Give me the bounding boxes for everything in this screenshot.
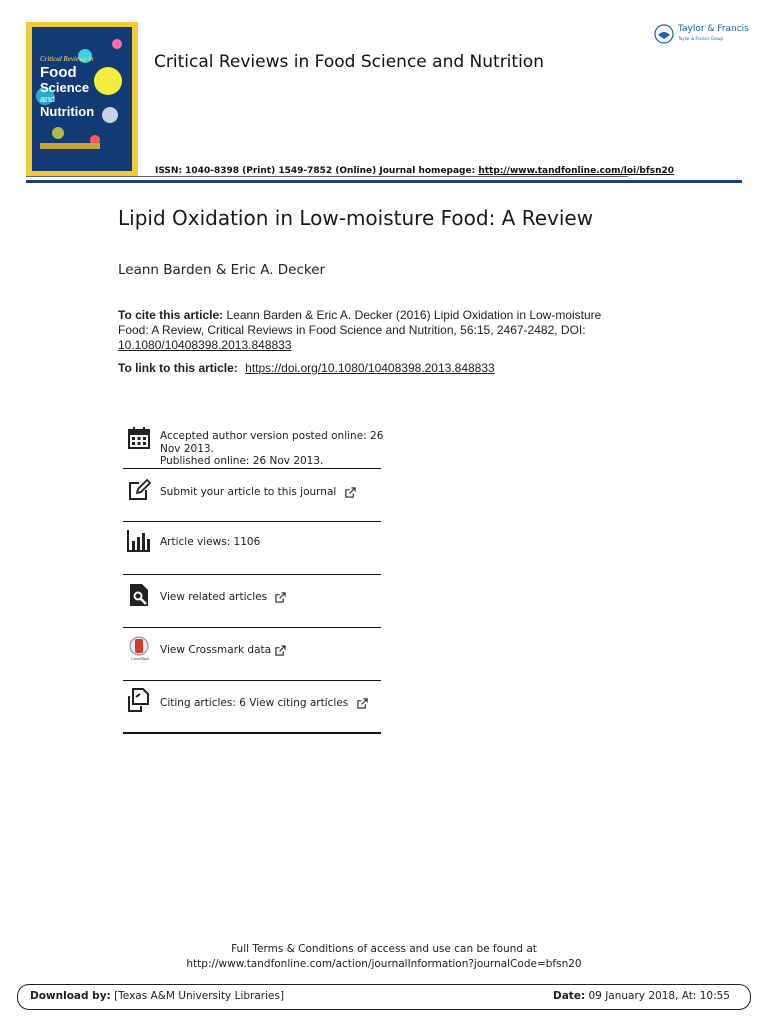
download-bar bbox=[17, 984, 751, 1010]
citing-articles-row[interactable] bbox=[123, 683, 381, 733]
crossmark-row[interactable] bbox=[123, 630, 381, 680]
publisher-logo[interactable] bbox=[654, 22, 749, 48]
accepted-line-2: Nov 2013. bbox=[160, 442, 214, 455]
date-label: Date: bbox=[553, 990, 586, 1002]
publication-dates bbox=[123, 424, 384, 468]
date-value: 09 January 2018, At: 10:55 bbox=[588, 990, 730, 1002]
edit-icon bbox=[127, 478, 151, 502]
publisher-name: Taylor & Francis bbox=[678, 24, 749, 34]
submit-article-row[interactable] bbox=[123, 472, 381, 522]
journal-title: Critical Reviews in Food Science and Nutrition bbox=[154, 52, 544, 72]
bar-chart-icon bbox=[127, 529, 151, 553]
divider bbox=[123, 521, 381, 522]
article-views-row bbox=[123, 524, 381, 574]
issn-line bbox=[155, 166, 674, 176]
download-label: Download by: bbox=[30, 990, 111, 1002]
header-thin-rule bbox=[26, 176, 628, 177]
terms-url-link[interactable]: http://www.tandfonline.com/action/journalInformation?journalCode=bfsn20 bbox=[186, 958, 582, 970]
terms-line-1: Full Terms & Conditions of access and use can be found at bbox=[231, 943, 537, 955]
divider bbox=[123, 627, 381, 628]
header-rule bbox=[26, 180, 742, 183]
cover-art bbox=[32, 27, 132, 171]
cite-doi-link[interactable]: 10.1080/10408398.2013.848833 bbox=[118, 338, 292, 352]
article-doi-link[interactable]: https://doi.org/10.1080/10408398.2013.848833 bbox=[245, 361, 495, 375]
article-authors: Leann Barden & Eric A. Decker bbox=[118, 262, 326, 278]
external-link-icon bbox=[275, 592, 286, 603]
external-link-icon bbox=[357, 698, 368, 709]
download-by: [Texas A&M University Libraries] bbox=[114, 990, 285, 1002]
calendar-icon bbox=[127, 426, 151, 450]
citing-documents-icon bbox=[127, 688, 151, 712]
cite-label: To cite this article: bbox=[118, 308, 224, 322]
citation-block bbox=[118, 308, 618, 353]
article-link-line bbox=[118, 361, 495, 375]
divider bbox=[123, 732, 381, 734]
article-views: Article views: 1106 bbox=[160, 536, 261, 548]
external-link-icon bbox=[345, 487, 356, 498]
citing-articles-link[interactable]: Citing articles: 6 View citing articles bbox=[160, 697, 349, 709]
cover-series: Critical Reviews in bbox=[40, 55, 94, 63]
cover-title-science: Science bbox=[40, 80, 90, 95]
link-label: To link to this article: bbox=[118, 361, 238, 375]
crossmark-icon bbox=[127, 636, 151, 660]
journal-cover bbox=[26, 22, 138, 176]
crossmark-link[interactable]: View Crossmark data bbox=[160, 644, 272, 656]
article-title: Lipid Oxidation in Low-moisture Food: A Review bbox=[118, 206, 594, 230]
taylor-francis-icon bbox=[654, 24, 674, 44]
download-info bbox=[30, 990, 284, 1002]
publisher-group: Taylor & Francis Group bbox=[678, 36, 723, 41]
divider bbox=[123, 680, 381, 681]
cover-title-and: and bbox=[40, 94, 56, 104]
journal-homepage-link[interactable]: http://www.tandfonline.com/loi/bfsn20 bbox=[478, 166, 675, 176]
document-search-icon bbox=[127, 583, 151, 607]
published-online: Published online: 26 Nov 2013. bbox=[160, 455, 324, 467]
issn-text: ISSN: 1040-8398 (Print) 1549-7852 (Online) Journal homepage: bbox=[155, 166, 476, 176]
related-articles-row[interactable] bbox=[123, 577, 381, 627]
external-link-icon bbox=[275, 645, 286, 656]
divider bbox=[123, 468, 381, 469]
accepted-line-1: Accepted author version posted online: 26 bbox=[160, 430, 384, 442]
related-articles-link[interactable]: View related articles bbox=[160, 591, 268, 603]
terms-notice bbox=[0, 942, 768, 972]
cover-title-food: Food bbox=[40, 64, 77, 81]
download-date bbox=[553, 990, 730, 1002]
divider bbox=[123, 574, 381, 575]
submit-article-link[interactable]: Submit your article to this journal bbox=[160, 486, 337, 498]
cite-text: Leann Barden & Eric A. Decker (2016) Lipid Oxidation in Low-moisture Food: A Review, Critical Reviews in Food Science and Nutrition, 56:15, 2467-2482, DOI: bbox=[118, 308, 602, 337]
crossmark-icon-label: CrossMark bbox=[131, 656, 149, 661]
cover-title-nutrition: Nutrition bbox=[40, 104, 95, 119]
